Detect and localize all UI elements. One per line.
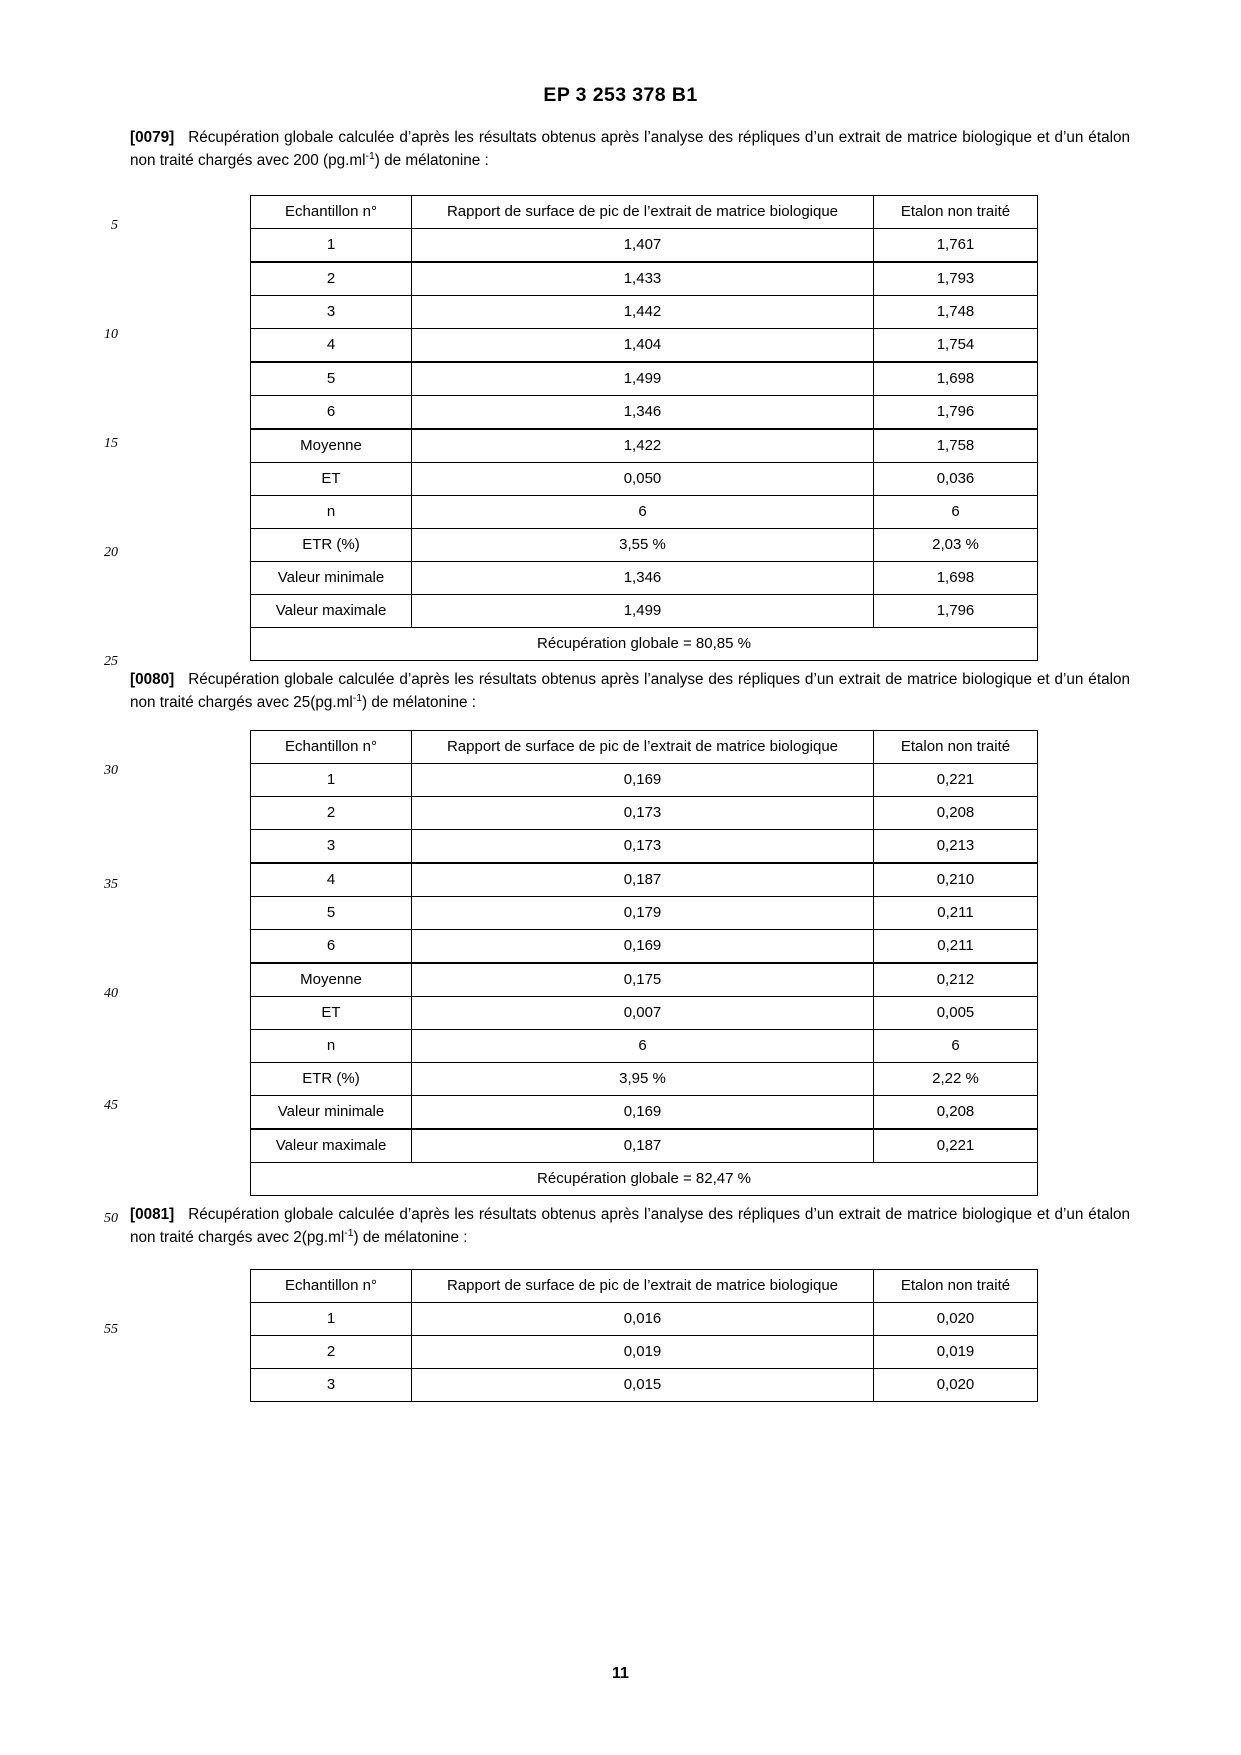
page-title: EP 3 253 378 B1 bbox=[543, 84, 698, 106]
table-header-row bbox=[251, 1270, 1038, 1303]
paragraph-0081 bbox=[130, 1203, 1130, 1250]
cell-standard: 0,208 bbox=[874, 1096, 1038, 1130]
cell-sample: ETR (%) bbox=[251, 529, 412, 562]
cell-sample: Valeur maximale bbox=[251, 1129, 412, 1163]
cell-standard: 0,221 bbox=[874, 1129, 1038, 1163]
table-200pg bbox=[250, 195, 1038, 661]
cell-sample: 1 bbox=[251, 229, 412, 263]
line-number: 45 bbox=[104, 1098, 118, 1113]
table-row bbox=[251, 562, 1038, 595]
table-header-row bbox=[251, 731, 1038, 764]
column-header-standard: Etalon non traité bbox=[874, 731, 1038, 764]
table-row bbox=[251, 1063, 1038, 1096]
cell-standard: 0,019 bbox=[874, 1336, 1038, 1369]
table-row bbox=[251, 329, 1038, 363]
cell-ratio: 3,95 % bbox=[412, 1063, 874, 1096]
table-2pg bbox=[250, 1269, 1038, 1402]
column-header-ratio: Rapport de surface de pic de l’extrait de matrice biologique bbox=[412, 731, 874, 764]
cell-standard: 1,754 bbox=[874, 329, 1038, 363]
cell-standard: 1,796 bbox=[874, 396, 1038, 430]
cell-ratio: 1,499 bbox=[412, 362, 874, 396]
table-row bbox=[251, 429, 1038, 463]
cell-standard: 6 bbox=[874, 1030, 1038, 1063]
cell-standard: 1,758 bbox=[874, 429, 1038, 463]
line-number: 50 bbox=[104, 1211, 118, 1226]
paragraph-superscript: -1 bbox=[352, 693, 363, 705]
cell-sample: Valeur minimale bbox=[251, 1096, 412, 1130]
paragraph-superscript: -1 bbox=[365, 151, 375, 163]
cell-sample: 1 bbox=[251, 1303, 412, 1336]
table-row bbox=[251, 897, 1038, 930]
cell-sample: 1 bbox=[251, 764, 412, 797]
table-row bbox=[251, 296, 1038, 329]
paragraph-text-after: ) de mélatonine : bbox=[362, 694, 476, 712]
cell-standard: 0,020 bbox=[874, 1303, 1038, 1336]
cell-standard: 0,211 bbox=[874, 897, 1038, 930]
line-number: 15 bbox=[104, 436, 118, 451]
table-25pg-wrapper bbox=[250, 730, 1010, 1196]
table-row bbox=[251, 764, 1038, 797]
cell-ratio: 0,019 bbox=[412, 1336, 874, 1369]
line-number: 30 bbox=[104, 763, 118, 778]
paragraph-text-before: Récupération globale calculée d’après les résultats obtenus après l’analyse des répliques d’un extrait de matrice biologique et d’un étalon non traité chargés avec 25(pg.ml bbox=[130, 671, 1130, 712]
cell-sample: 5 bbox=[251, 362, 412, 396]
cell-standard: 2,22 % bbox=[874, 1063, 1038, 1096]
paragraph-0080 bbox=[130, 668, 1130, 715]
paragraph-superscript: -1 bbox=[344, 1228, 354, 1240]
cell-standard: 0,005 bbox=[874, 997, 1038, 1030]
cell-ratio: 1,499 bbox=[412, 595, 874, 628]
cell-sample: 2 bbox=[251, 262, 412, 296]
cell-sample: 2 bbox=[251, 1336, 412, 1369]
paragraph-tag: [0079] bbox=[130, 129, 175, 146]
column-header-sample: Echantillon n° bbox=[251, 196, 412, 229]
cell-ratio: 1,346 bbox=[412, 396, 874, 430]
cell-ratio: 0,187 bbox=[412, 1129, 874, 1163]
cell-standard: 1,748 bbox=[874, 296, 1038, 329]
table-row bbox=[251, 362, 1038, 396]
line-number: 10 bbox=[104, 327, 118, 342]
cell-ratio: 0,173 bbox=[412, 830, 874, 864]
cell-sample: 6 bbox=[251, 396, 412, 430]
table-row bbox=[251, 830, 1038, 864]
cell-standard: 1,698 bbox=[874, 562, 1038, 595]
table-header-row bbox=[251, 196, 1038, 229]
cell-ratio: 6 bbox=[412, 1030, 874, 1063]
line-number: 20 bbox=[104, 545, 118, 560]
paragraph-text-before: Récupération globale calculée d’après les résultats obtenus après l’analyse des répliques d’un extrait de matrice biologique et d’un étalon non traité chargés avec 2(pg.ml bbox=[130, 1206, 1130, 1247]
cell-sample: n bbox=[251, 1030, 412, 1063]
cell-sample: 4 bbox=[251, 329, 412, 363]
cell-standard: 1,793 bbox=[874, 262, 1038, 296]
cell-standard: 0,036 bbox=[874, 463, 1038, 496]
cell-ratio: 0,173 bbox=[412, 797, 874, 830]
recovery-summary: Récupération globale = 82,47 % bbox=[251, 1163, 1038, 1196]
cell-sample: Moyenne bbox=[251, 963, 412, 997]
cell-standard: 0,213 bbox=[874, 830, 1038, 864]
page-number: 11 bbox=[612, 1665, 629, 1682]
cell-ratio: 0,007 bbox=[412, 997, 874, 1030]
line-number: 25 bbox=[104, 654, 118, 669]
table-row bbox=[251, 1096, 1038, 1130]
cell-standard: 0,208 bbox=[874, 797, 1038, 830]
table-row bbox=[251, 262, 1038, 296]
table-row bbox=[251, 963, 1038, 997]
cell-sample: ETR (%) bbox=[251, 1063, 412, 1096]
table-row bbox=[251, 1369, 1038, 1402]
cell-standard: 0,210 bbox=[874, 863, 1038, 897]
cell-ratio: 1,346 bbox=[412, 562, 874, 595]
column-header-standard: Etalon non traité bbox=[874, 196, 1038, 229]
recovery-summary: Récupération globale = 80,85 % bbox=[251, 628, 1038, 661]
table-summary-row bbox=[251, 628, 1038, 661]
paragraph-tag: [0081] bbox=[130, 1206, 175, 1223]
cell-sample: 5 bbox=[251, 897, 412, 930]
cell-sample: n bbox=[251, 496, 412, 529]
table-row bbox=[251, 1336, 1038, 1369]
table-row bbox=[251, 797, 1038, 830]
cell-ratio: 1,422 bbox=[412, 429, 874, 463]
cell-ratio: 1,433 bbox=[412, 262, 874, 296]
table-2pg-wrapper bbox=[250, 1269, 1010, 1402]
cell-ratio: 0,169 bbox=[412, 1096, 874, 1130]
table-row bbox=[251, 1030, 1038, 1063]
table-row bbox=[251, 1303, 1038, 1336]
cell-ratio: 6 bbox=[412, 496, 874, 529]
line-number: 5 bbox=[111, 218, 118, 233]
cell-standard: 6 bbox=[874, 496, 1038, 529]
cell-sample: 6 bbox=[251, 930, 412, 964]
table-row bbox=[251, 229, 1038, 263]
table-row bbox=[251, 997, 1038, 1030]
cell-sample: ET bbox=[251, 997, 412, 1030]
cell-ratio: 0,016 bbox=[412, 1303, 874, 1336]
table-row bbox=[251, 396, 1038, 430]
table-body bbox=[251, 764, 1038, 1196]
cell-ratio: 0,169 bbox=[412, 930, 874, 964]
cell-ratio: 0,169 bbox=[412, 764, 874, 797]
table-25pg bbox=[250, 730, 1038, 1196]
table-body bbox=[251, 229, 1038, 661]
table-row bbox=[251, 463, 1038, 496]
cell-ratio: 0,050 bbox=[412, 463, 874, 496]
paragraph-text-before: Récupération globale calculée d’après les résultats obtenus après l’analyse des répliques d’un extrait de matrice biologique et d’un étalon non traité chargés avec 200 (pg.ml bbox=[130, 129, 1130, 170]
cell-standard: 1,761 bbox=[874, 229, 1038, 263]
cell-ratio: 1,407 bbox=[412, 229, 874, 263]
table-body bbox=[251, 1303, 1038, 1402]
table-row bbox=[251, 930, 1038, 964]
cell-sample: 3 bbox=[251, 1369, 412, 1402]
table-summary-row bbox=[251, 1163, 1038, 1196]
cell-standard: 0,221 bbox=[874, 764, 1038, 797]
cell-ratio: 0,179 bbox=[412, 897, 874, 930]
column-header-standard: Etalon non traité bbox=[874, 1270, 1038, 1303]
cell-ratio: 0,015 bbox=[412, 1369, 874, 1402]
cell-sample: Valeur minimale bbox=[251, 562, 412, 595]
cell-standard: 0,211 bbox=[874, 930, 1038, 964]
column-header-sample: Echantillon n° bbox=[251, 731, 412, 764]
line-number: 40 bbox=[104, 986, 118, 1001]
cell-sample: Moyenne bbox=[251, 429, 412, 463]
paragraph-text-after: ) de mélatonine : bbox=[353, 1229, 468, 1247]
paragraph-0079 bbox=[130, 126, 1130, 173]
table-row bbox=[251, 595, 1038, 628]
table-row bbox=[251, 529, 1038, 562]
cell-sample: Valeur maximale bbox=[251, 595, 412, 628]
column-header-ratio: Rapport de surface de pic de l’extrait de matrice biologique bbox=[412, 196, 874, 229]
cell-sample: 2 bbox=[251, 797, 412, 830]
table-row bbox=[251, 863, 1038, 897]
cell-ratio: 3,55 % bbox=[412, 529, 874, 562]
cell-standard: 1,698 bbox=[874, 362, 1038, 396]
cell-ratio: 0,187 bbox=[412, 863, 874, 897]
paragraph-text-after: ) de mélatonine : bbox=[374, 152, 489, 170]
paragraph-tag: [0080] bbox=[130, 671, 175, 688]
cell-sample: 3 bbox=[251, 296, 412, 329]
margin-line-numbers bbox=[0, 0, 118, 1755]
cell-standard: 0,020 bbox=[874, 1369, 1038, 1402]
cell-standard: 0,212 bbox=[874, 963, 1038, 997]
cell-ratio: 1,404 bbox=[412, 329, 874, 363]
line-number: 35 bbox=[104, 877, 118, 892]
table-row bbox=[251, 496, 1038, 529]
table-row bbox=[251, 1129, 1038, 1163]
table-200pg-wrapper bbox=[250, 195, 1010, 661]
column-header-ratio: Rapport de surface de pic de l’extrait de matrice biologique bbox=[412, 1270, 874, 1303]
cell-sample: ET bbox=[251, 463, 412, 496]
cell-sample: 4 bbox=[251, 863, 412, 897]
cell-ratio: 1,442 bbox=[412, 296, 874, 329]
column-header-sample: Echantillon n° bbox=[251, 1270, 412, 1303]
cell-standard: 1,796 bbox=[874, 595, 1038, 628]
cell-ratio: 0,175 bbox=[412, 963, 874, 997]
cell-sample: 3 bbox=[251, 830, 412, 864]
cell-standard: 2,03 % bbox=[874, 529, 1038, 562]
line-number: 55 bbox=[104, 1322, 118, 1337]
